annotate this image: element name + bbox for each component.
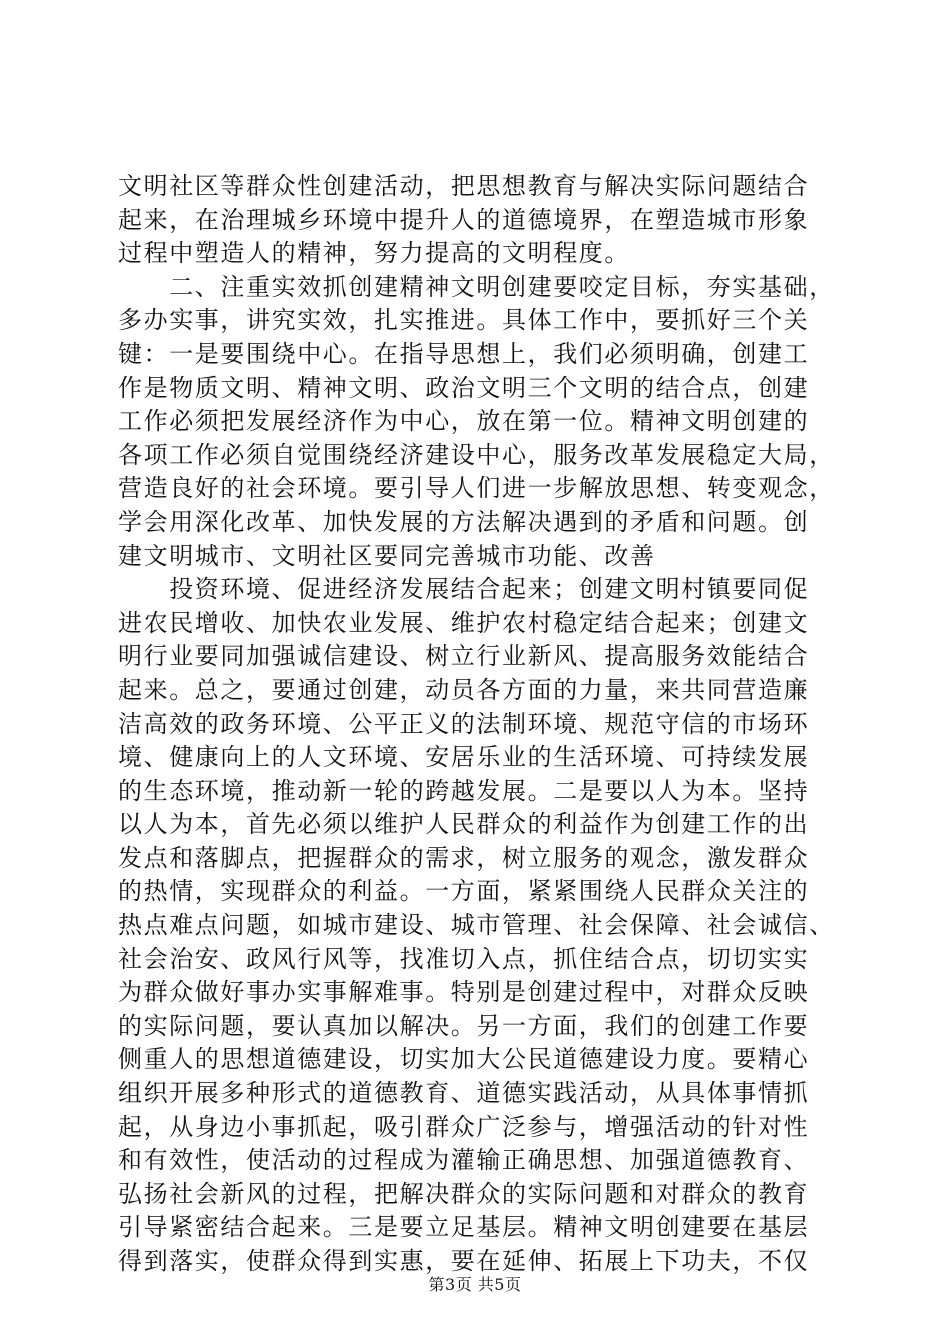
text-line: 侧重人的思想道德建设，切实加大公民道德建设力度。要精心 xyxy=(118,1045,810,1074)
text-line: 发点和落脚点，把握群众的需求，树立服务的观念，激发群众 xyxy=(118,843,810,872)
text-line: 起，从身边小事抓起，吸引群众广泛参与，增强活动的针对性 xyxy=(118,1112,810,1141)
text-line: 文明社区等群众性创建活动，把思想教育与解决实际问题结合 xyxy=(118,172,810,200)
text-line: 营造良好的社会环境。要引导人们进一步解放思想、转变观念， xyxy=(118,474,835,503)
text-line: 键：一是要围绕中心。在指导思想上，我们必须明确，创建工 xyxy=(118,339,810,368)
body-text xyxy=(118,170,838,1279)
text-line: 引导紧密结合起来。三是要立足基层。精神文明创建要在基层 xyxy=(118,1213,810,1242)
text-line: 学会用深化改革、加快发展的方法解决遇到的矛盾和问题。创 xyxy=(118,507,810,536)
text-line: 境、健康向上的人文环境、安居乐业的生活环境、可持续发展 xyxy=(118,743,810,772)
text-line: 起来。总之，要通过创建，动员各方面的力量，来共同营造廉 xyxy=(118,675,810,704)
text-line: 组织开展多种形式的道德教育、道德实践活动，从具体事情抓 xyxy=(118,1079,810,1108)
text-line: 进农民增收、加快农业发展、维护农村稳定结合起来；创建文 xyxy=(118,608,810,637)
text-line: 热点难点问题，如城市建设、城市管理、社会保障、社会诚信、 xyxy=(118,911,835,940)
text-line: 洁高效的政务环境、公平正义的法制环境、规范守信的市场环 xyxy=(118,709,810,738)
text-line: 和有效性，使活动的过程成为灌输正确思想、加强道德教育、 xyxy=(118,1146,810,1175)
text-line: 的生态环境，推动新一轮的跨越发展。二是要以人为本。坚持 xyxy=(118,776,810,805)
text-line: 二、注重实效抓创建精神文明创建要咬定目标，夯实基础， xyxy=(118,272,835,301)
text-line: 的实际问题，要认真加以解决。另一方面，我们的创建工作要 xyxy=(118,1011,810,1040)
text-line: 以人为本，首先必须以维护人民群众的利益作为创建工作的出 xyxy=(118,810,810,839)
text-line: 起来，在治理城乡环境中提升人的道德境界，在塑造城市形象 xyxy=(118,205,810,234)
text-line: 明行业要同加强诚信建设、树立行业新风、提高服务效能结合 xyxy=(118,642,810,671)
text-line: 弘扬社会新风的过程，把解决群众的实际问题和对群众的教育 xyxy=(118,1179,810,1208)
text-line: 的热情，实现群众的利益。一方面，紧紧围绕人民群众关注的 xyxy=(118,877,810,906)
text-line: 作是物质文明、精神文明、政治文明三个文明的结合点，创建 xyxy=(118,373,810,402)
text-line: 各项工作必须自觉围绕经济建设中心，服务改革发展稳定大局， xyxy=(118,440,835,469)
text-line: 工作必须把发展经济作为中心，放在第一位。精神文明创建的 xyxy=(118,407,810,436)
text-line: 社会治安、政风行风等，找准切入点，抓住结合点，切切实实 xyxy=(118,944,810,973)
text-line: 为群众做好事办实事解难事。特别是创建过程中，对群众反映 xyxy=(118,978,810,1007)
page-footer: 第3页 共5页 xyxy=(428,1275,522,1294)
text-line: 建文明城市、文明社区要同完善城市功能、改善 xyxy=(118,541,656,570)
text-line: 过程中塑造人的精神，努力提高的文明程度。 xyxy=(118,239,630,268)
text-line: 得到落实，使群众得到实惠，要在延伸、拓展上下功夫，不仅 xyxy=(118,1247,810,1275)
text-line: 投资环境、促进经济发展结合起来；创建文明村镇要同促 xyxy=(118,575,810,604)
text-line: 多办实事，讲究实效，扎实推进。具体工作中，要抓好三个关 xyxy=(118,306,810,335)
